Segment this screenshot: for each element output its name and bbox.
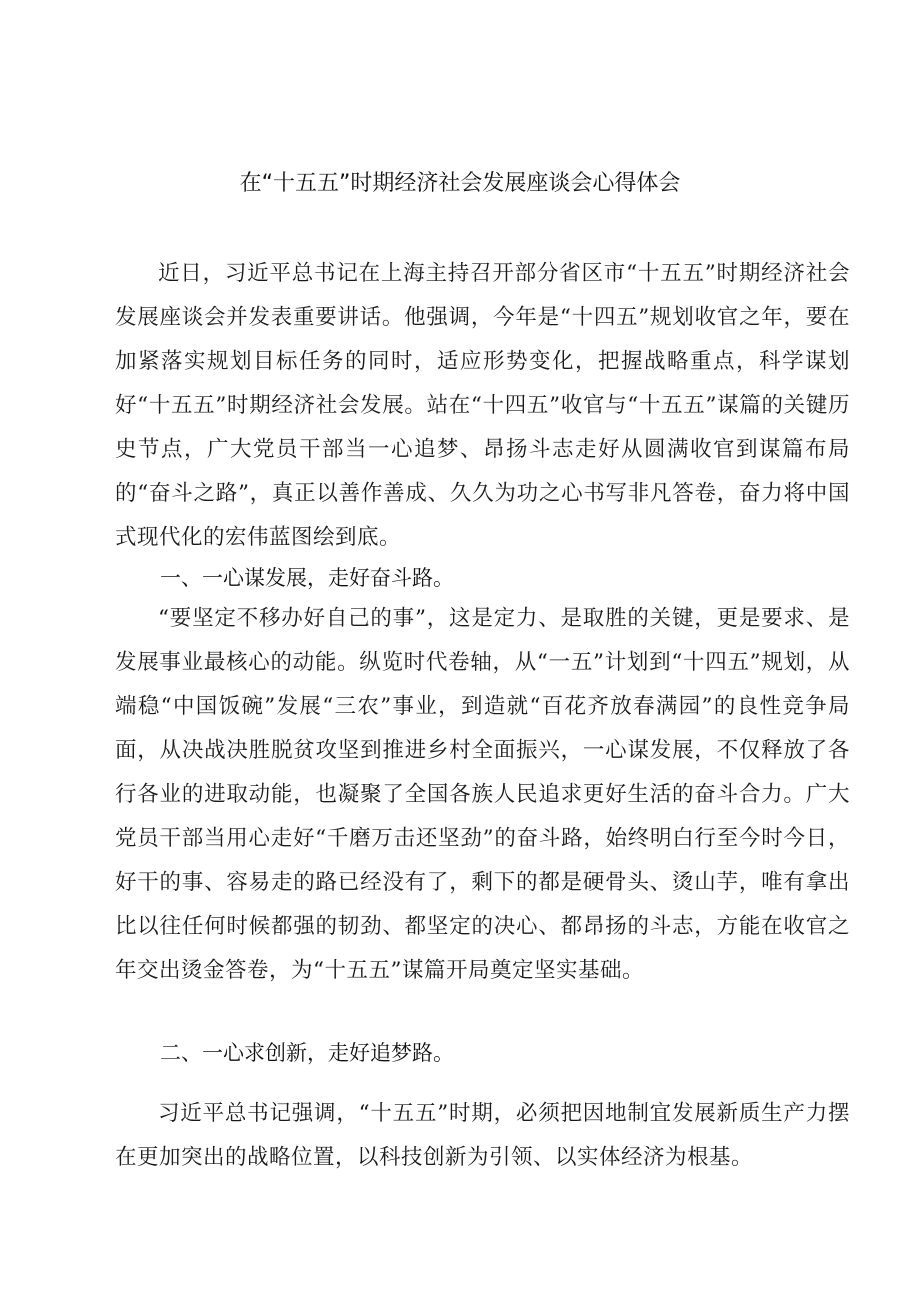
paragraph-section-1: “要坚定不移办好自己的事”，这是定力、是取胜的关键，更是要求、是发展事业最核心的动能。纵览时代卷轴，从“一五”计划到“十四五”规划，从端稳“中国饭碗”发展“三农”事业，到造就“百花齐放春满园”的良性竞争局面，从决战决胜脱贫攻坚到推进乡村全面振兴，一心谋发展，不仅释放了各行各业的进取动能，也凝聚了全国各族人民追求更好生活的奋斗合力。广大党员干部当用心走好“千磨万击还坚劲”的奋斗路，始终明白行至今时今日，好干的事、容易走的路已经没有了，剩下的都是硬骨头、烫山芋，唯有拿出比以往任何时候都强的韧劲、都坚定的决心、都昂扬的斗志，方能在收官之年交出烫金答卷，为“十五五”谋篇开局奠定坚实基础。: [115, 606, 850, 983]
paragraph-intro: 近日，习近平总书记在上海主持召开部分省区市“十五五”时期经济社会发展座谈会并发表重要讲话。他强调，今年是“十四五”规划收官之年，要在加紧落实规划目标任务的同时，适应形势变化，把握战略重点，科学谋划好“十五五”时期经济社会发展。站在“十四五”收官与“十五五”谋篇的关键历史节点，广大党员干部当一心追梦、昂扬斗志走好从圆满收官到谋篇布局的“奋斗之路”，真正以善作善成、久久为功之心书写非凡答卷，奋力将中国式现代化的宏伟蓝图绘到底。: [115, 261, 850, 550]
section-heading-1: 一、一心谋发展，走好奋斗路。: [160, 566, 454, 590]
paragraph-section-2: 习近平总书记强调，“十五五”时期，必须把因地制宜发展新质生产力摆在更加突出的战略位置，以科技创新为引领、以实体经济为根基。: [115, 1101, 850, 1170]
section-heading-2: 二、一心求创新，走好追梦路。: [160, 1041, 454, 1065]
document-title: 在“十五五”时期经济社会发展座谈会心得体会: [239, 171, 681, 196]
